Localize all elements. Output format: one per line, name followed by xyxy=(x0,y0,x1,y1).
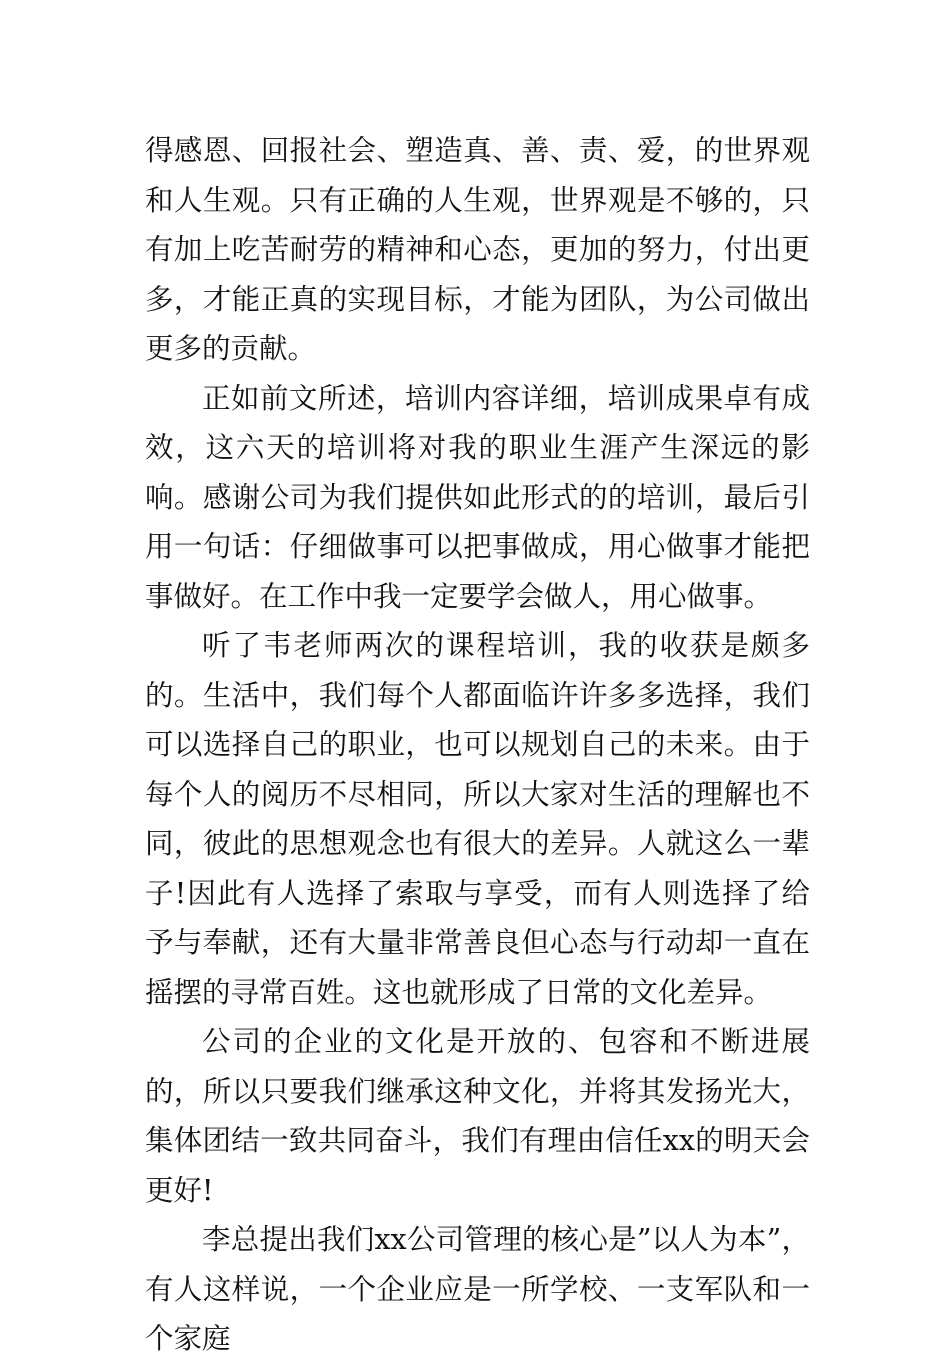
paragraph-1: 得感恩、回报社会、塑造真、善、责、爱，的世界观和人生观。只有正确的人生观，世界观是不够的，只有加上吃苦耐劳的精神和心态，更加的努力，付出更多，才能正真的实现目标，才能为团队，为公司做出更多的贡献。 xyxy=(145,134,810,365)
paragraph-4: 公司的企业的文化是开放的、包容和不断进展的，所以只要我们继承这种文化，并将其发扬光大，集体团结一致共同奋斗，我们有理由信任xx的明天会更好! xyxy=(145,1025,810,1207)
document-body xyxy=(145,126,810,1364)
paragraph-3: 听了韦老师两次的课程培训，我的收获是颇多的。生活中，我们每个人都面临许许多多选择，我们可以选择自己的职业，也可以规划自己的未来。由于每个人的阅历不尽相同，所以大家对生活的理解也不同，彼此的思想观念也有很大的差异。人就这么一辈子!因此有人选择了索取与享受，而有人则选择了给予与奉献，还有大量非常善良但心态与行动却一直在摇摆的寻常百姓。这也就形成了日常的文化差异。 xyxy=(145,629,810,1009)
paragraph-5: 李总提出我们xx公司管理的核心是”以人为本”，有人这样说，一个企业应是一所学校、一支军队和一个家庭 xyxy=(145,1223,810,1355)
paragraph-2: 正如前文所述，培训内容详细，培训成果卓有成效，这六天的培训将对我的职业生涯产生深远的影响。感谢公司为我们提供如此形式的的培训，最后引用一句话：仔细做事可以把事做成，用心做事才能把事做好。在工作中我一定要学会做人，用心做事。 xyxy=(145,381,810,613)
